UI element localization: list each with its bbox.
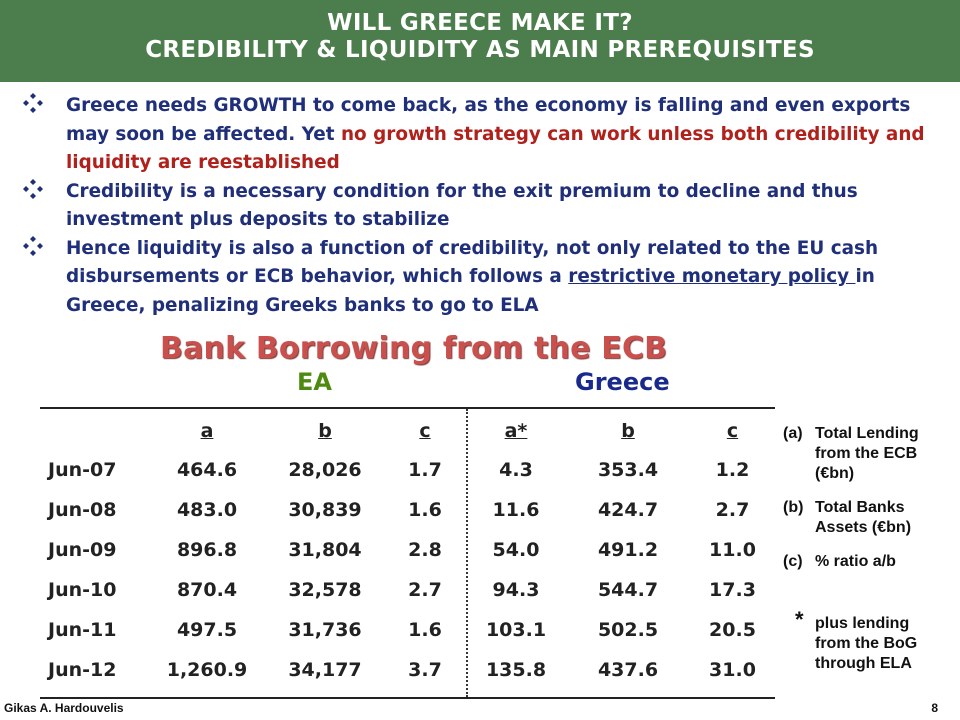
table-cell: 54.0 (492, 539, 540, 561)
legend-item (783, 424, 943, 484)
legend-item (783, 552, 943, 572)
table-cell: 135.8 (485, 659, 547, 681)
table-cell: 1.2 (715, 459, 750, 481)
table-cell: 424.7 (597, 499, 659, 521)
table-row (40, 610, 775, 650)
table-cell: 31,804 (288, 539, 362, 561)
bullet-highlight-text: no growth strategy can work unless both credibility and liquidity are reestablished (66, 123, 925, 173)
column-header: a (200, 420, 214, 442)
bullet-text: Hence liquidity is also a function of credibility, not only related to the EU cash disbursements or ECB behavior, which follows a (66, 237, 879, 287)
table-cell: 464.6 (176, 459, 238, 481)
bullet-item (22, 92, 947, 178)
row-label: Jun-12 (48, 659, 117, 681)
column-header: b (621, 420, 635, 442)
legend-key: (a) (783, 425, 803, 442)
table-cell: 30,839 (288, 499, 362, 521)
table-bottom-rule (40, 697, 775, 699)
table-cell: 1.6 (408, 499, 442, 521)
bullet-underlined-text: restrictive monetary policy (568, 266, 856, 287)
diamond-bullet-icon (22, 178, 44, 206)
table-row (40, 530, 775, 570)
diamond-bullet-icon (22, 92, 44, 120)
column-header: a* (504, 420, 528, 442)
legend-text: Total Lending from the ECB (€bn) (815, 425, 919, 482)
bullet-item (22, 178, 947, 235)
table-cell: 103.1 (485, 619, 547, 641)
legend-text: % ratio a/b (815, 553, 896, 570)
table-cell: 491.2 (597, 539, 659, 561)
legend-item (783, 607, 943, 674)
bullet-text-end: in Greece, penalizing Greeks banks to go to ELA (66, 266, 875, 316)
group-label-greece: Greece (575, 368, 670, 396)
table-cell: 3.7 (408, 659, 442, 681)
table-cell: 1.7 (408, 459, 442, 481)
table-cell: 483.0 (176, 499, 238, 521)
table-row (40, 650, 775, 690)
table-cell: 896.8 (176, 539, 238, 561)
table-cell: 34,177 (288, 659, 362, 681)
column-header: b (318, 420, 332, 442)
bullet-item (22, 235, 947, 321)
group-label-ea: EA (297, 368, 332, 396)
page-number: 8 (931, 701, 938, 715)
table-top-rule (40, 407, 775, 409)
author-footer: Gikas A. Hardouvelis (4, 701, 124, 715)
row-label: Jun-07 (48, 459, 117, 481)
table-cell: 31,736 (288, 619, 362, 641)
table-cell: 353.4 (597, 459, 659, 481)
slide-header (0, 0, 960, 82)
table-cell: 11.0 (709, 539, 756, 561)
table-cell: 28,026 (288, 459, 362, 481)
legend-text: Total Banks Assets (€bn) (815, 499, 912, 536)
slide-title-line2: CREDIBILITY & LIQUIDITY AS MAIN PREREQUISITES (145, 37, 815, 63)
table-row (40, 450, 775, 490)
table-cell: 497.5 (176, 619, 238, 641)
column-header: c (419, 420, 431, 442)
slide-title-line1: WILL GREECE MAKE IT? (327, 10, 633, 36)
table-cell: 31.0 (709, 659, 756, 681)
row-label: Jun-10 (48, 579, 117, 601)
table-cell: 2.8 (408, 539, 442, 561)
legend-key: (b) (783, 499, 804, 516)
table-cell: 437.6 (597, 659, 659, 681)
legend-text: plus lending from the BoG through ELA (815, 615, 918, 672)
table-cell: 502.5 (597, 619, 659, 641)
table-header-row (40, 412, 775, 450)
table-cell: 20.5 (709, 619, 756, 641)
column-header: c (726, 420, 739, 442)
table-cell: 17.3 (709, 579, 756, 601)
legend-key: (c) (783, 553, 803, 570)
table-row (40, 490, 775, 530)
table-cell: 544.7 (597, 579, 659, 601)
bullet-text: Greece needs GROWTH to come back, as the economy is falling and even exports may soon be affected. Yet (66, 95, 911, 145)
table-cell: 1.6 (408, 619, 442, 641)
table-cell: 2.7 (408, 579, 442, 601)
table-cell: 32,578 (288, 579, 362, 601)
row-label: Jun-08 (48, 499, 117, 521)
table-cell: 870.4 (176, 579, 238, 601)
table-cell: 11.6 (492, 499, 540, 521)
table-cell: 2.7 (715, 499, 750, 521)
table-row (40, 570, 775, 610)
diamond-bullet-icon (22, 235, 44, 263)
table-cell: 4.3 (499, 459, 533, 481)
bullet-text: Credibility is a necessary condition for the exit premium to decline and thus investment plus deposits to stabilize (66, 180, 858, 230)
legend-key: * (795, 607, 804, 632)
column-header-period (40, 412, 148, 450)
row-label: Jun-11 (48, 619, 117, 641)
table-cell: 1,260.9 (166, 659, 248, 681)
borrowing-table (40, 412, 775, 690)
table-title: Bank Borrowing from the ECB (160, 331, 668, 366)
legend-item (783, 498, 943, 538)
bullet-list (22, 92, 947, 320)
table-cell: 94.3 (492, 579, 540, 601)
row-label: Jun-09 (48, 539, 117, 561)
